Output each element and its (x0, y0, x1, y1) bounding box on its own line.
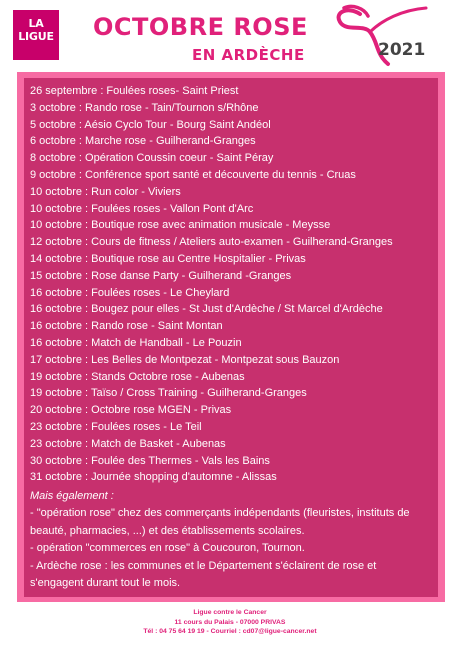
event-item: 16 octobre : Rando rose - Saint Montan (30, 320, 223, 333)
event-item: 30 octobre : Foulée des Thermes - Vals les Bains (30, 454, 270, 467)
event-item: 8 octobre : Opération Coussin coeur - Saint Péray (30, 152, 274, 165)
also-line: - opération "commerces en rose" à Coucouron, Tournon. (30, 542, 305, 555)
footer-org: Ligue contre le Cancer (193, 609, 267, 616)
event-item: 16 octobre : Foulées roses - Le Cheylard (30, 286, 230, 299)
event-item: 10 octobre : Run color - Viviers (30, 185, 181, 198)
also-line: beauté, pharmacies, ...) et des établissements scolaires. (30, 524, 305, 537)
event-item: 5 octobre : Aésio Cyclo Tour - Bourg Saint Andéol (30, 118, 271, 131)
event-item: 14 octobre : Boutique rose au Centre Hospitalier - Privas (30, 252, 306, 265)
event-item: 10 octobre : Foulées roses - Vallon Pont d'Arc (30, 202, 254, 215)
footer-address: 11 cours du Palais - 07000 PRIVAS (174, 618, 286, 626)
event-item: 23 octobre : Match de Basket - Aubenas (30, 437, 226, 450)
logo-tagline: CONTRE LE (20, 66, 52, 72)
year: 2021 (378, 40, 426, 60)
event-item: 31 octobre : Journée shopping d'automne - Alissas (30, 471, 277, 484)
footer-contact: Tél : 04 75 64 19 19 - Courriel : cd07@ligue-cancer.net (143, 628, 317, 635)
event-item: 16 octobre : Bougez pour elles - St Just d'Ardèche / St Marcel d'Ardèche (30, 303, 383, 316)
event-item: 6 octobre : Marche rose - Guilherand-Granges (30, 135, 256, 148)
event-item: 10 octobre : Boutique rose avec animation musicale - Meysse (30, 219, 331, 232)
event-item: 26 septembre : Foulées roses- Saint Priest (30, 85, 239, 97)
event-item: 19 octobre : Stands Octobre rose - Aubenas (30, 370, 245, 383)
event-item: 3 octobre : Rando rose - Tain/Tournon s/Rhône (30, 101, 259, 114)
events-list (30, 83, 435, 486)
event-item: 16 octobre : Match de Handball - Le Pouzin (30, 336, 242, 349)
also-heading: Mais également : (30, 490, 114, 502)
ligue-logo (13, 10, 59, 72)
event-item: 17 octobre : Les Belles de Montpezat - Montpezat sous Bauzon (30, 353, 340, 366)
logo-name: LA LIGUE (18, 17, 54, 43)
also-line: s'engagent durant tout le mois. (30, 577, 181, 590)
event-item: 20 octobre : Octobre rose MGEN - Privas (30, 404, 232, 417)
event-item: 19 octobre : Taïso / Cross Training - Guilherand-Granges (30, 387, 307, 400)
footer (0, 608, 460, 637)
also-line: - Ardèche rose : les communes et le Département s'éclairent de rose et (30, 559, 377, 572)
event-item: 12 octobre : Cours de fitness / Ateliers auto-examen - Guilherand-Granges (30, 236, 393, 249)
event-item: 23 octobre : Foulées roses - Le Teil (30, 420, 202, 433)
event-item: 9 octobre : Conférence sport santé et découverte du tennis - Cruas (30, 168, 356, 181)
also-line: - "opération rose" chez des commerçants indépendants (fleuristes, instituts de (30, 507, 410, 520)
page-subtitle: EN ARDÈCHE (192, 46, 305, 64)
also-section (30, 488, 430, 592)
event-item: 15 octobre : Rose danse Party - Guilherand -Granges (30, 269, 292, 282)
page-title: OCTOBRE ROSE (93, 13, 308, 41)
